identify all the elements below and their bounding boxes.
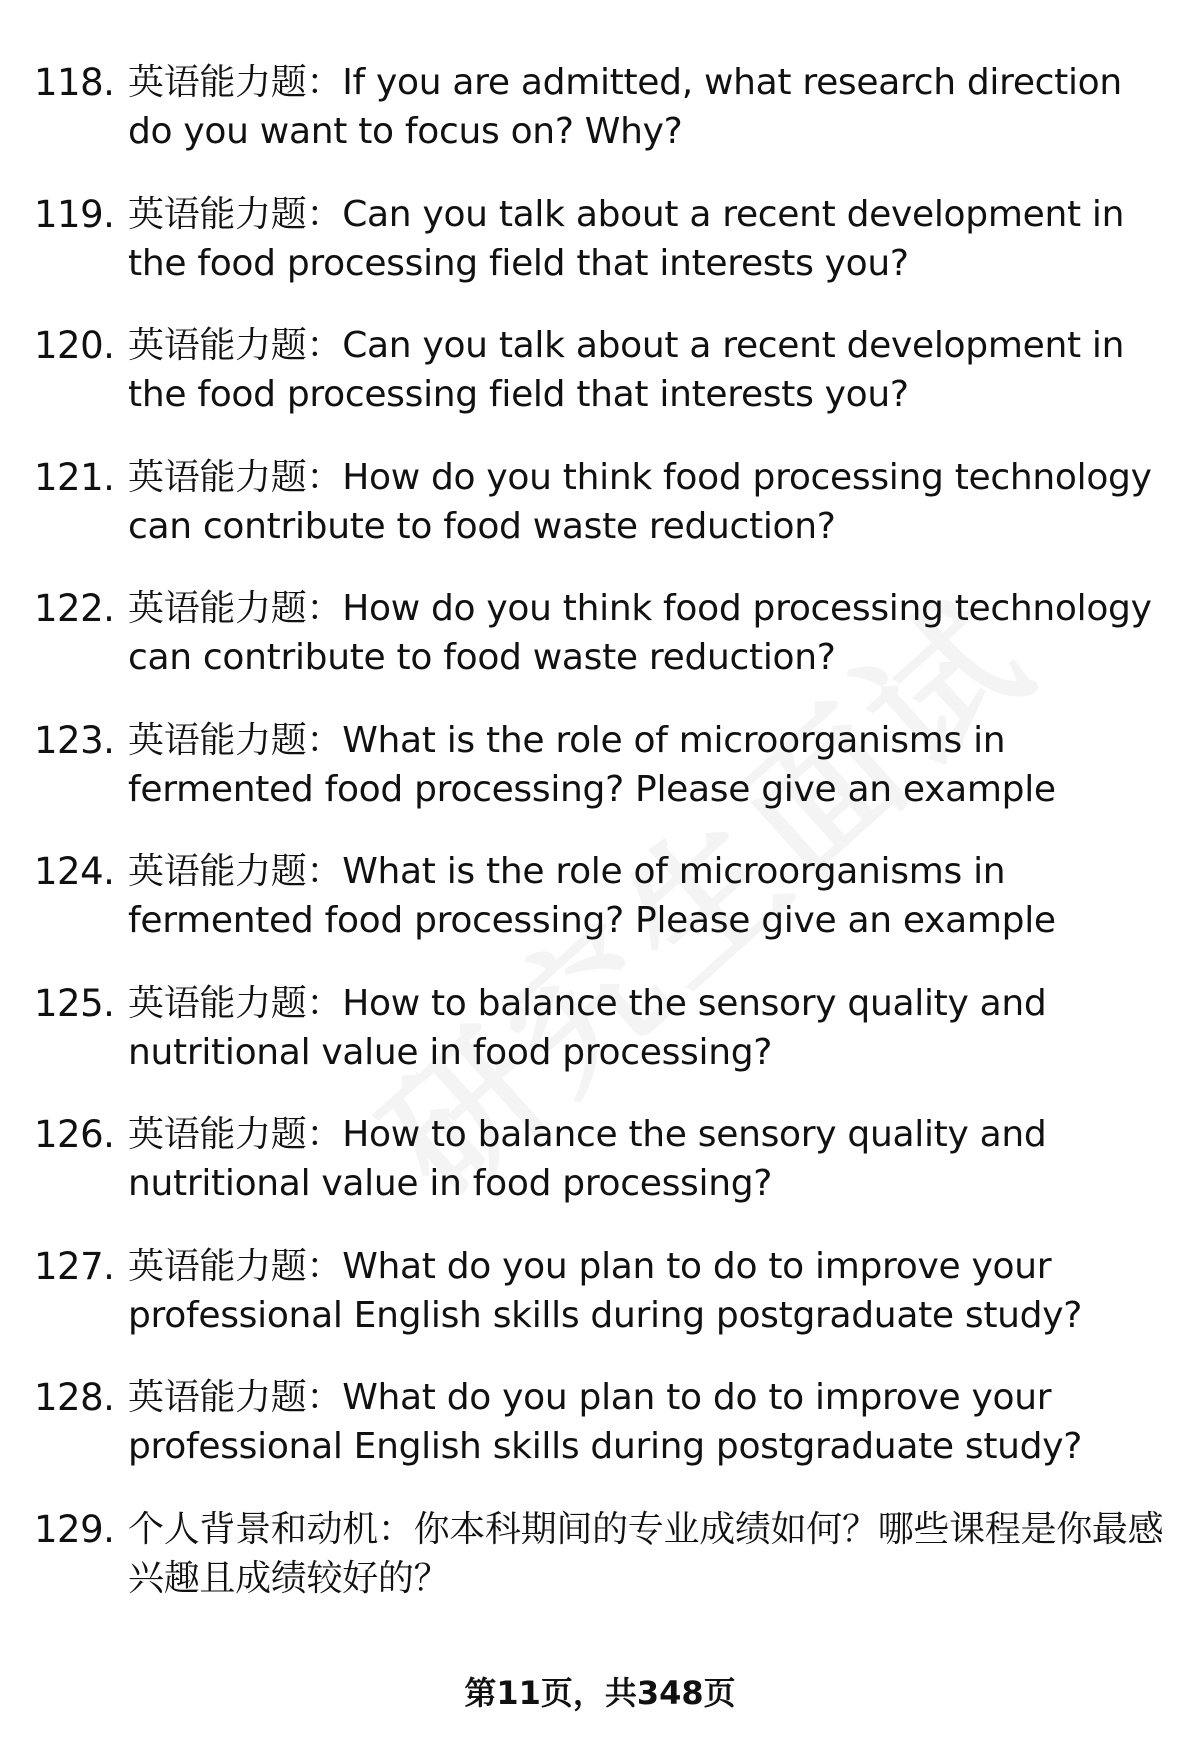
question-text: 英语能力题：How to balance the sensory quality and nutritional value in food processing? <box>128 1114 1047 1204</box>
question-text: 英语能力题：Can you talk about a recent development in the food processing field that interests you? <box>128 193 1125 284</box>
question-number: 123. <box>34 718 115 762</box>
question-text: 英语能力题：How do you think food processing technology can contribute to food waste reduction? <box>128 456 1152 547</box>
question-number: 127. <box>34 1244 115 1288</box>
question-number: 129. <box>34 1507 115 1551</box>
question-text: 英语能力题：If you are admitted, what research direction do you want to focus on? Why? <box>128 62 1122 152</box>
question-item <box>0 979 1200 1089</box>
question-number: 119. <box>34 192 115 236</box>
page-footer: 第11页，共348页 <box>464 1674 736 1712</box>
question-item <box>0 1110 1200 1220</box>
question-text: 英语能力题：What is the role of microorganisms in fermented food processing? Please give an example <box>128 851 1056 941</box>
question-text: 英语能力题：How do you think food processing technology can contribute to food waste reduction? <box>128 588 1152 678</box>
question-item <box>0 58 1200 168</box>
question-item <box>0 1242 1200 1352</box>
question-number: 118. <box>34 61 115 104</box>
question-item <box>0 1505 1200 1615</box>
question-text: 英语能力题：What is the role of microorganisms in fermented food processing? Please give an example <box>128 719 1056 810</box>
question-text: 英语能力题：What do you plan to do to improve your professional English skills during postgraduate study? <box>128 1245 1083 1336</box>
question-item <box>0 584 1200 694</box>
question-number: 121. <box>34 455 115 499</box>
question-text: 个人背景和动机：你本科期间的专业成绩如何？哪些课程是你最感兴趣且成绩较好的？ <box>128 1508 1164 1599</box>
question-text: 英语能力题：Can you talk about a recent development in the food processing field that interests you? <box>128 325 1125 415</box>
question-item <box>0 321 1200 431</box>
question-text: 英语能力题：How to balance the sensory quality and nutritional value in food processing? <box>128 982 1047 1073</box>
question-text: 英语能力题：What do you plan to do to improve your professional English skills during postgraduate study? <box>128 1377 1083 1467</box>
question-item <box>0 1373 1200 1483</box>
question-number: 120. <box>34 324 115 367</box>
question-item <box>0 716 1200 826</box>
question-item <box>0 453 1200 563</box>
question-number: 122. <box>34 587 115 630</box>
question-item <box>0 190 1200 300</box>
question-item <box>0 847 1200 957</box>
question-number: 124. <box>34 850 115 893</box>
question-number: 125. <box>34 981 115 1025</box>
question-number: 126. <box>34 1113 115 1156</box>
question-number: 128. <box>34 1376 115 1419</box>
